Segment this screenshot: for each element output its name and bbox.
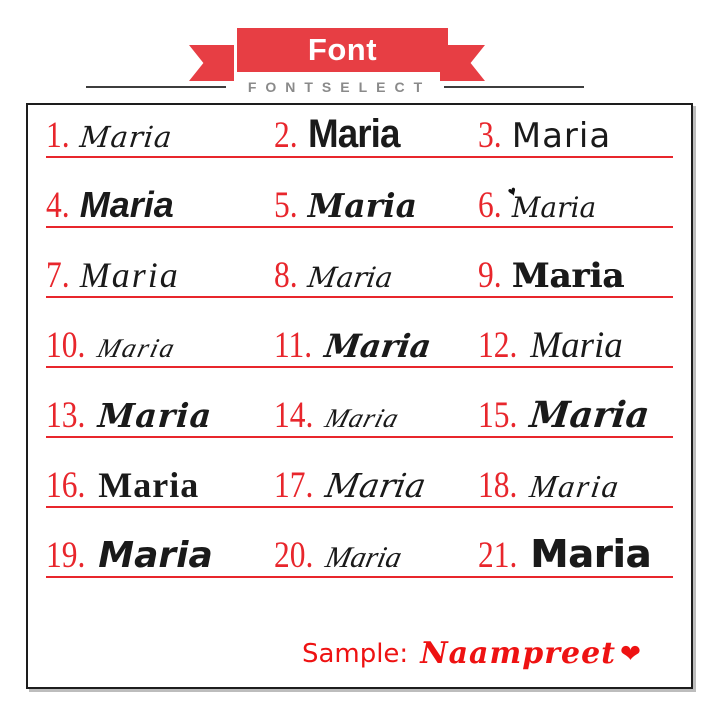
font-number-16: 16. <box>46 465 86 506</box>
font-option-5 <box>274 187 478 224</box>
ribbon-banner <box>189 28 485 82</box>
subtitle-text: FONTSELECT <box>247 79 432 95</box>
font-option-11 <box>274 327 478 364</box>
font-number-5: 5. <box>274 185 298 226</box>
font-number-18: 18. <box>478 465 518 506</box>
font-sample-11: Maria <box>322 327 434 365</box>
font-option-12 <box>478 327 673 364</box>
font-row-5 <box>46 368 673 438</box>
font-number-14: 14. <box>274 395 314 436</box>
font-option-1 <box>46 117 274 154</box>
font-number-10: 10. <box>46 325 86 366</box>
heart-icon: ❤ <box>620 639 641 668</box>
font-sample-19: Maria <box>98 535 213 576</box>
font-sample-18: Maria <box>527 468 623 504</box>
font-option-10 <box>46 327 274 364</box>
font-row-7 <box>46 508 673 578</box>
font-option-21 <box>478 532 673 576</box>
font-sample-20: Maria <box>322 541 405 574</box>
ribbon-right-fold-icon <box>440 45 485 81</box>
font-row-1 <box>46 105 673 158</box>
font-number-7: 7. <box>46 255 70 296</box>
heart-decoration-icon: ♥ <box>505 182 519 200</box>
subtitle-rule-left <box>86 86 226 88</box>
font-number-11: 11. <box>274 325 313 366</box>
font-sample-7: Maria <box>79 255 180 295</box>
sample-label: Sample: <box>301 638 409 669</box>
font-sample-16: Maria <box>98 465 200 505</box>
font-number-21: 21. <box>478 535 518 576</box>
font-number-9: 9. <box>478 255 502 296</box>
font-option-9 <box>478 257 673 294</box>
font-sample-12: Maria <box>530 325 623 366</box>
font-rows <box>28 105 691 578</box>
font-row-4 <box>46 298 673 368</box>
font-number-1: 1. <box>46 115 70 156</box>
font-sample-3: Maria <box>511 116 612 156</box>
ribbon-title: Font <box>237 28 448 72</box>
ribbon-left-fold-icon <box>189 45 234 81</box>
font-number-2: 2. <box>274 115 298 156</box>
subtitle-rule-right <box>444 86 584 88</box>
font-sample-17: Maria <box>322 466 430 505</box>
font-number-13: 13. <box>46 395 86 436</box>
font-sample-9: Maria <box>511 256 625 296</box>
font-number-8: 8. <box>274 255 298 296</box>
font-sample-4: Maria <box>79 184 174 225</box>
font-sample-6-wrap <box>505 182 597 224</box>
font-number-17: 17. <box>274 465 314 506</box>
font-number-4: 4. <box>46 185 70 226</box>
font-number-3: 3. <box>478 115 502 156</box>
font-option-4 <box>46 184 274 226</box>
font-number-6: 6. <box>478 185 502 226</box>
font-sample-2: Maria <box>307 112 400 156</box>
font-row-6 <box>46 438 673 508</box>
font-sample-6: Maria <box>511 191 597 224</box>
font-number-19: 19. <box>46 535 86 576</box>
font-number-20: 20. <box>274 535 314 576</box>
font-sample-5: Maria <box>307 186 417 225</box>
font-option-16 <box>46 467 274 504</box>
font-option-2 <box>274 112 478 156</box>
font-option-20 <box>274 537 478 574</box>
font-option-7 <box>46 257 274 294</box>
font-list-panel <box>26 103 693 689</box>
font-row-2 <box>46 158 673 228</box>
font-option-19 <box>46 537 274 574</box>
font-option-18 <box>478 467 673 504</box>
subtitle-bar <box>86 78 584 96</box>
font-option-13 <box>46 397 274 434</box>
font-option-8 <box>274 257 478 294</box>
sample-row <box>302 636 641 671</box>
font-option-3 <box>478 117 673 154</box>
font-number-15: 15. <box>478 395 518 436</box>
font-option-15 <box>478 394 673 436</box>
font-sample-14: Maria <box>322 403 404 433</box>
font-option-17 <box>274 467 478 504</box>
font-row-3 <box>46 228 673 298</box>
sample-name: Naampreet <box>420 636 617 671</box>
font-sample-1: Maria <box>78 120 175 154</box>
font-sample-15: Maria <box>528 394 652 436</box>
font-sample-10: Maria <box>94 333 180 363</box>
font-sample-13: Maria <box>96 396 214 435</box>
font-sample-21: Maria <box>530 532 652 576</box>
font-option-6 <box>478 182 673 226</box>
font-option-14 <box>274 397 478 434</box>
font-number-12: 12. <box>478 325 518 366</box>
font-sample-8: Maria <box>305 261 395 294</box>
